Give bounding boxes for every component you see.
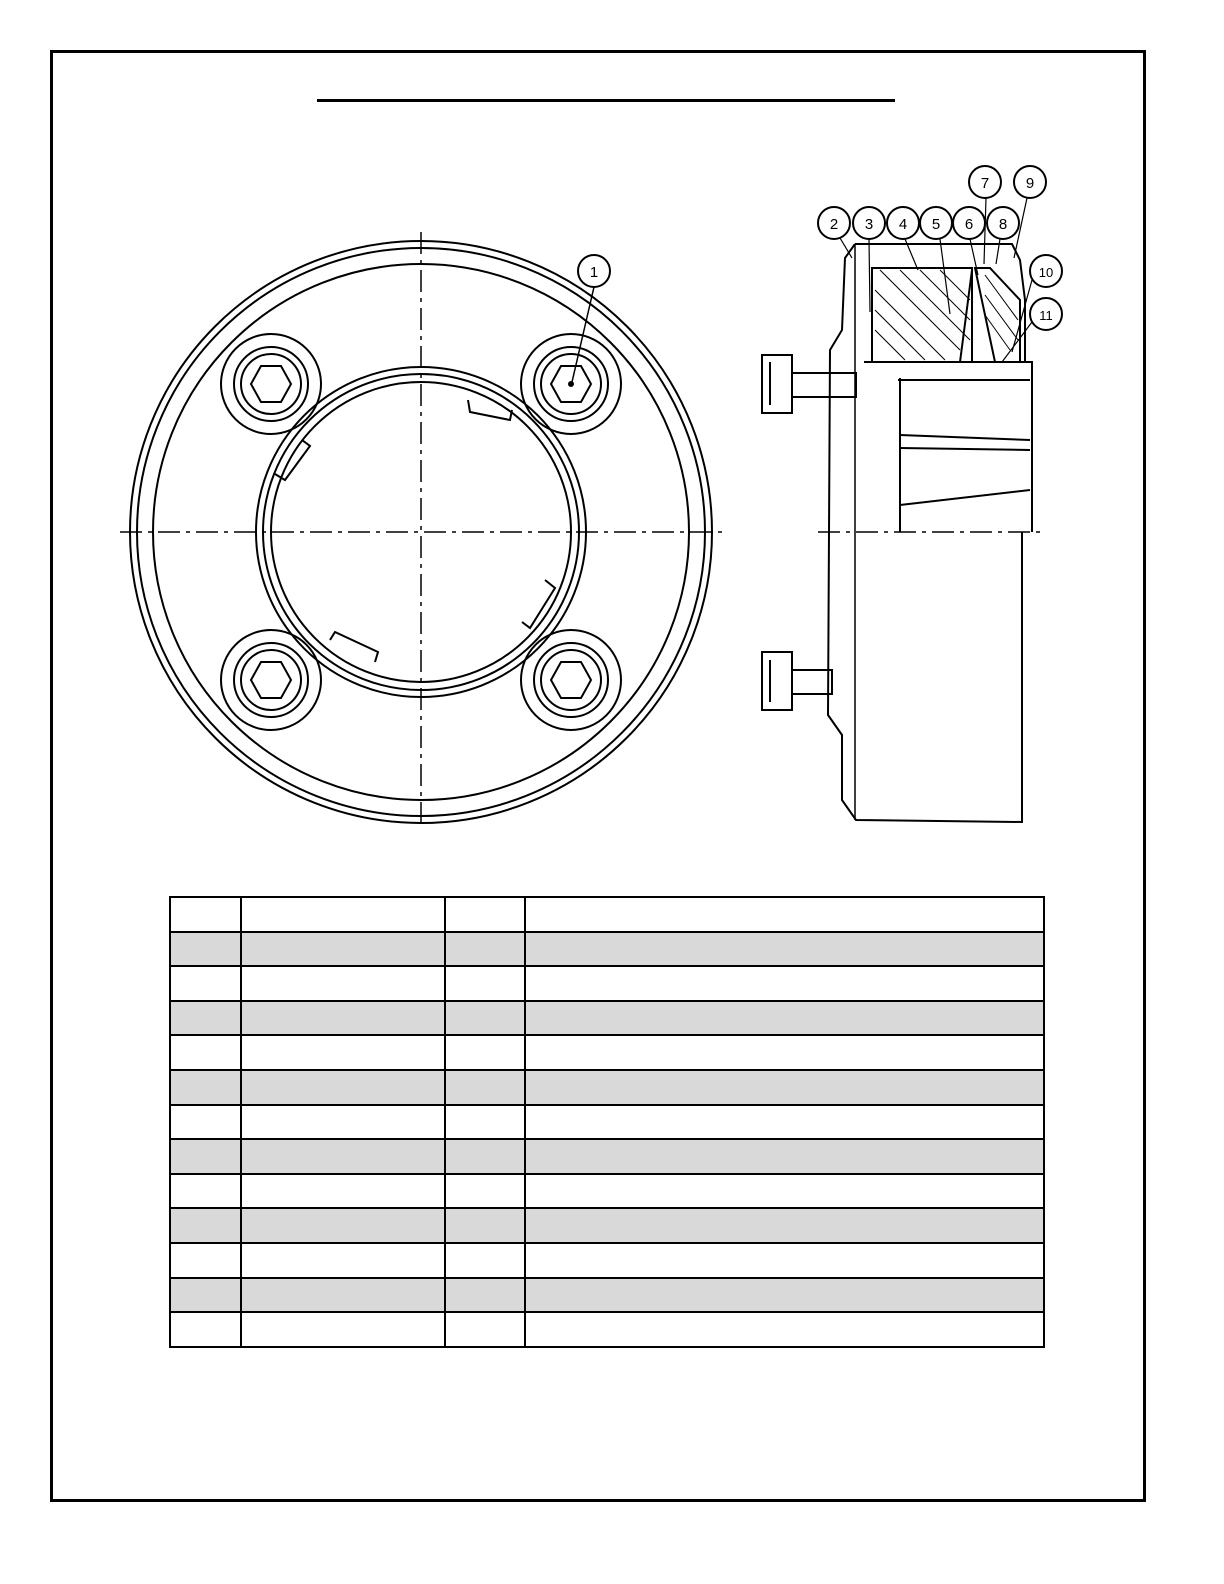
table-cell — [525, 897, 1044, 932]
parts-list-table — [169, 896, 1045, 1348]
table-cell — [170, 1174, 241, 1209]
table-cell — [525, 1174, 1044, 1209]
balloon-label: 9 — [1025, 175, 1035, 192]
table-row — [170, 1243, 1044, 1278]
table-cell — [445, 1139, 525, 1174]
table-cell — [445, 1278, 525, 1313]
table-cell — [241, 1070, 445, 1105]
table-row — [170, 1070, 1044, 1105]
table-cell — [170, 1070, 241, 1105]
table-cell — [525, 1105, 1044, 1140]
table-cell — [170, 932, 241, 967]
balloon-label: 6 — [964, 216, 974, 233]
side-view — [762, 166, 1062, 822]
table-cell — [525, 966, 1044, 1001]
balloon-label: 8 — [998, 216, 1008, 233]
table-cell — [241, 1208, 445, 1243]
table-cell — [445, 1070, 525, 1105]
table-cell — [525, 1001, 1044, 1036]
table-row — [170, 932, 1044, 967]
table-cell — [241, 932, 445, 967]
table-cell — [525, 1070, 1044, 1105]
table-row — [170, 1139, 1044, 1174]
table-cell — [241, 1105, 445, 1140]
balloon-label: 4 — [898, 216, 908, 233]
table-row — [170, 1035, 1044, 1070]
table-cell — [445, 1243, 525, 1278]
balloon-label: 7 — [980, 175, 990, 192]
table-cell — [241, 897, 445, 932]
table-cell — [170, 1035, 241, 1070]
table-cell — [525, 932, 1044, 967]
table-cell — [445, 1208, 525, 1243]
table-row — [170, 1278, 1044, 1313]
table-cell — [241, 1035, 445, 1070]
table-cell — [170, 1278, 241, 1313]
table-row — [170, 1174, 1044, 1209]
table-cell — [525, 1035, 1044, 1070]
bolt-bottom-right — [521, 630, 621, 730]
table-cell — [445, 897, 525, 932]
side-bolt-top — [762, 355, 856, 413]
table-row — [170, 897, 1044, 932]
balloon-label: 10 — [1038, 265, 1054, 280]
bolt-top-left — [221, 334, 321, 434]
table-cell — [170, 1105, 241, 1140]
table-cell — [170, 966, 241, 1001]
table-cell — [170, 1139, 241, 1174]
table-cell — [170, 1208, 241, 1243]
balloon-label: 5 — [931, 216, 941, 233]
table-cell — [241, 1278, 445, 1313]
balloon-label: 11 — [1039, 308, 1053, 323]
bolt-bottom-left — [221, 630, 321, 730]
table-row — [170, 966, 1044, 1001]
table-cell — [241, 1243, 445, 1278]
table-cell — [170, 1312, 241, 1347]
balloon-label: 3 — [864, 216, 874, 233]
table-cell — [525, 1243, 1044, 1278]
table-row — [170, 1105, 1044, 1140]
table-cell — [241, 966, 445, 1001]
table-cell — [241, 1139, 445, 1174]
table-cell — [241, 1312, 445, 1347]
front-view — [120, 232, 722, 828]
bolt-top-right — [521, 334, 621, 434]
table-cell — [525, 1208, 1044, 1243]
table-cell — [525, 1139, 1044, 1174]
table-row — [170, 1001, 1044, 1036]
table-cell — [445, 1312, 525, 1347]
balloon-label: 1 — [589, 264, 599, 281]
table-cell — [525, 1278, 1044, 1313]
table-cell — [445, 1001, 525, 1036]
table-cell — [445, 1105, 525, 1140]
table-cell — [445, 1035, 525, 1070]
table-cell — [241, 1001, 445, 1036]
table-cell — [445, 932, 525, 967]
table-cell — [525, 1312, 1044, 1347]
table-cell — [445, 966, 525, 1001]
table-cell — [170, 1243, 241, 1278]
table-row — [170, 1208, 1044, 1243]
balloon-label: 2 — [829, 216, 839, 233]
table-cell — [170, 1001, 241, 1036]
table-cell — [170, 897, 241, 932]
side-bolt-bottom — [762, 652, 832, 710]
table-cell — [241, 1174, 445, 1209]
table-row — [170, 1312, 1044, 1347]
table-cell — [445, 1174, 525, 1209]
